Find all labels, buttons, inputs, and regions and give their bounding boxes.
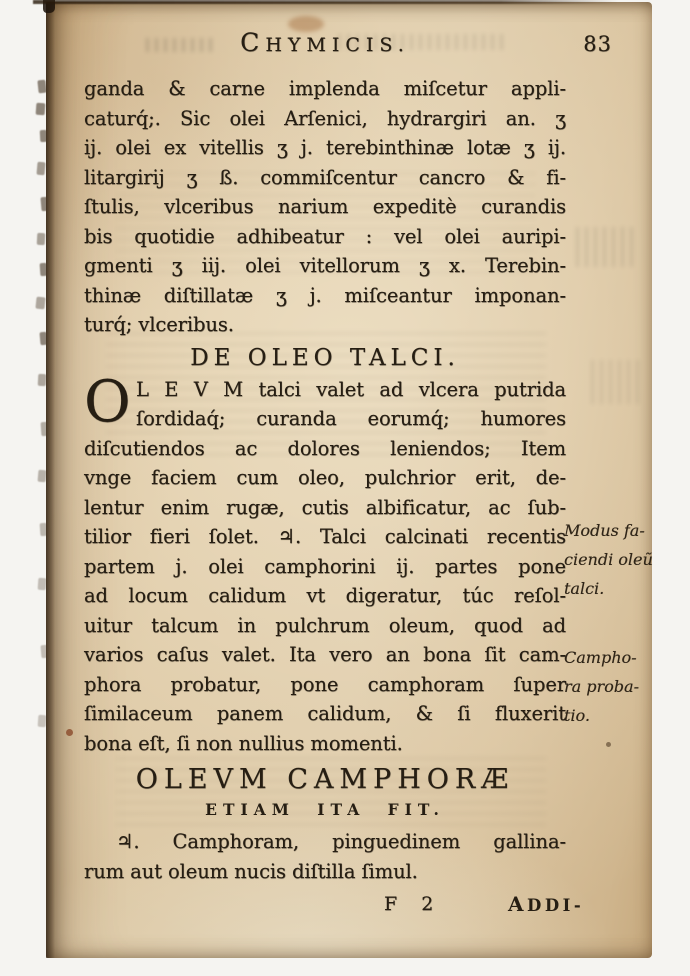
text-line: lentur enim rugæ, cutis albificatur, ac ſub-	[84, 495, 566, 519]
bleedthrough-smudge	[591, 360, 641, 404]
margin-note-modus-faciendi	[564, 516, 664, 603]
paragraph-oleum-camphorae	[84, 827, 566, 886]
margin-note-line: Modus fa-	[564, 521, 645, 540]
margin-note-line: ciendi oleũ	[564, 550, 653, 569]
text-line: bona eſt, ſi non nullius momenti.	[84, 731, 403, 755]
page-number: 83	[583, 32, 612, 56]
text-line: ij. olei ex vitellis ʒ j. terebinthinæ lotæ ʒ ij.	[84, 136, 566, 159]
text-line: litargirij ʒ ß. commiſcentur cancro & fi-	[84, 165, 566, 189]
gutter-mark	[37, 233, 46, 245]
margin-note-camphora-probatio	[564, 643, 664, 730]
section-heading-de-oleo-talci: DE OLEO TALCI.	[190, 344, 460, 371]
page-top-edge-shadow	[33, 0, 618, 4]
paragraph-continuation	[84, 74, 566, 340]
text-line: thinæ diſtillatæ ʒ j. miſceantur imponan-	[84, 283, 566, 307]
gutter-mark	[36, 162, 45, 176]
paper-page	[46, 2, 652, 958]
margin-note-line: tio.	[564, 706, 590, 725]
text-line: gmenti ʒ iij. olei vitellorum ʒ x. Terebin-	[84, 254, 566, 277]
footer-row	[84, 890, 585, 920]
gutter-mark	[35, 297, 45, 310]
text-line: ſimilaceum panem calidum, & ſi fluxerit	[84, 702, 566, 725]
text-line: bis quotidie adhibeatur : vel olei auripi-	[84, 224, 566, 248]
text-line: ganda & carne implenda miſcetur appli-	[84, 77, 566, 100]
margin-note-line: ra proba-	[564, 677, 639, 696]
paragraph-oleo-talci	[84, 368, 566, 759]
gutter-mark	[36, 103, 46, 116]
catchword: ADDI-	[508, 892, 585, 916]
running-title: CHYMICIS.	[240, 28, 410, 57]
drop-cap-initial: O	[84, 368, 131, 435]
text-line: varios caſus valet. Ita vero an bona ſit cam-	[84, 643, 566, 666]
bleedthrough-smudge	[576, 227, 638, 267]
section-subheading: ETIAM ITA FIT.	[205, 800, 445, 819]
margin-note-line: Campho-	[564, 648, 637, 667]
text-line: turq́; vlceribus.	[84, 313, 234, 336]
ink-spot	[66, 729, 73, 736]
text-line: diſcutiendos ac dolores leniendos; Item	[84, 436, 566, 460]
text-line: L E V M talci valet ad vlcera putrida	[136, 377, 566, 401]
section-heading-oleum-camphorae: OLEVM CAMPHORÆ	[135, 764, 515, 795]
margin-note-line: talci.	[564, 579, 605, 598]
text-line: partem j. olei camphorini ij. partes pone	[84, 554, 566, 578]
text-line: ſordidaq́; curanda eorumq́; humores	[136, 407, 566, 430]
text-line: ♃. Camphoram, pinguedinem gallina-	[116, 830, 566, 853]
text-line: uitur talcum in pulchrum oleum, quod ad	[84, 613, 566, 637]
text-line: ſtulis, vlceribus narium expeditè curandis	[84, 195, 566, 218]
text-line: vnge faciem cum oleo, pulchrior erit, de-	[84, 466, 566, 489]
text-line: ad locum calidum vt digeratur, túc reſol-	[84, 584, 566, 607]
text-line: caturq́;. Sic olei Arſenici, hydrargiri an. ʒ	[84, 106, 566, 130]
text-line: rum aut oleum nucis diſtilla ſimul.	[84, 859, 418, 883]
running-header	[84, 28, 612, 74]
text-line: tilior fieri ſolet. ♃. Talci calcinati recentis	[84, 525, 566, 548]
text-line: phora probatur, pone camphoram ſuper	[84, 672, 566, 696]
ink-spot	[606, 742, 611, 747]
gutter-shadow	[46, 2, 55, 958]
signature-mark: F 2	[384, 893, 443, 915]
